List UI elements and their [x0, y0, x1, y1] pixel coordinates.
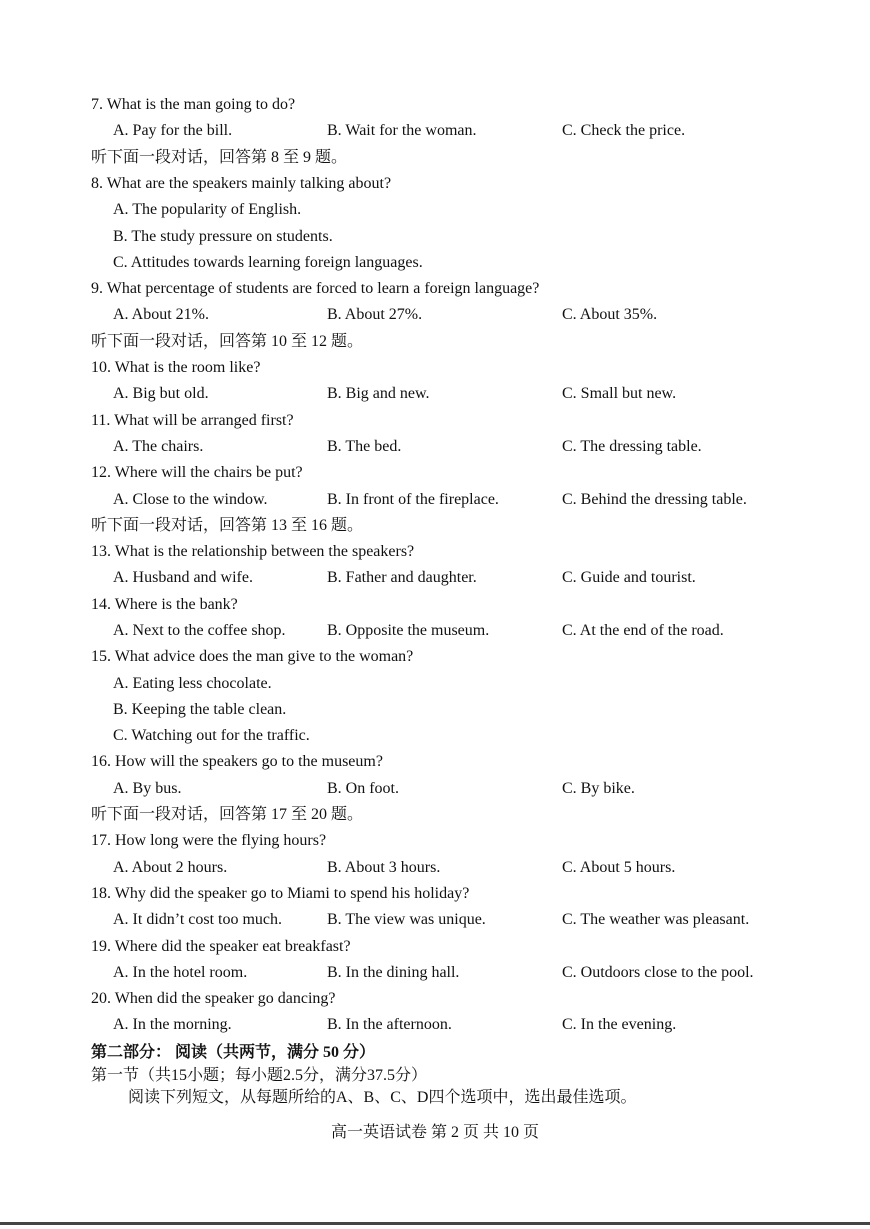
section-heading: 第一节（共15小题；每小题2.5分，满分37.5分） — [91, 1067, 428, 1084]
bottom-rule — [0, 1222, 870, 1225]
answer-option: B. Keeping the table clean. — [113, 701, 287, 718]
answer-option-a: A. The chairs. — [113, 438, 204, 455]
answer-option-c: C. At the end of the road. — [562, 622, 724, 639]
answer-option-c: C. Behind the dressing table. — [562, 491, 747, 508]
answer-option: C. Watching out for the traffic. — [113, 727, 310, 744]
answer-option-b: B. About 3 hours. — [327, 859, 441, 876]
answer-option-b: B. On foot. — [327, 780, 399, 797]
answer-option: B. The study pressure on students. — [113, 228, 333, 245]
answer-option-b: B. Father and daughter. — [327, 569, 477, 586]
question-stem: 14. Where is the bank? — [91, 596, 238, 613]
answer-option-a: A. Close to the window. — [113, 491, 268, 508]
answer-option-a: A. By bus. — [113, 780, 182, 797]
answer-option-a: A. Big but old. — [113, 385, 209, 402]
question-stem: 8. What are the speakers mainly talking about? — [91, 175, 392, 192]
answer-option-b: B. The bed. — [327, 438, 402, 455]
answer-option-a: A. About 21%. — [113, 306, 209, 323]
answer-option-a: A. In the hotel room. — [113, 964, 248, 981]
answer-option: A. Eating less chocolate. — [113, 675, 272, 692]
answer-option-c: C. Outdoors close to the pool. — [562, 964, 754, 981]
answer-option-b: B. Opposite the museum. — [327, 622, 490, 639]
question-stem: 20. When did the speaker go dancing? — [91, 990, 336, 1007]
answer-option-c: C. Check the price. — [562, 122, 686, 139]
answer-option-c: C. Small but new. — [562, 385, 677, 402]
listening-instruction: 听下面一段对话，回答第 17 至 20 题。 — [91, 806, 364, 823]
question-stem: 12. Where will the chairs be put? — [91, 464, 303, 481]
answer-option-a: A. About 2 hours. — [113, 859, 228, 876]
answer-option-c: C. By bike. — [562, 780, 635, 797]
answer-option-a: A. Husband and wife. — [113, 569, 253, 586]
answer-option-b: B. In the afternoon. — [327, 1016, 452, 1033]
answer-option-a: A. It didn’t cost too much. — [113, 911, 283, 928]
answer-option-b: B. Wait for the woman. — [327, 122, 477, 139]
listening-instruction: 听下面一段对话，回答第 8 至 9 题。 — [91, 149, 348, 166]
question-stem: 16. How will the speakers go to the museum? — [91, 753, 383, 770]
listening-instruction: 听下面一段对话，回答第 10 至 12 题。 — [91, 333, 364, 350]
question-stem: 13. What is the relationship between the speakers? — [91, 543, 415, 560]
answer-option-b: B. Big and new. — [327, 385, 430, 402]
question-stem: 11. What will be arranged first? — [91, 412, 294, 429]
section-instruction: 阅读下列短文，从每题所给的A、B、C、D四个选项中，选出最佳选项。 — [128, 1089, 637, 1106]
answer-option-c: C. About 5 hours. — [562, 859, 676, 876]
page-footer: 高一英语试卷 第 2 页 共 10 页 — [330, 1124, 539, 1141]
answer-option-c: C. In the evening. — [562, 1016, 677, 1033]
answer-option-b: B. About 27%. — [327, 306, 423, 323]
answer-option-c: C. About 35%. — [562, 306, 658, 323]
answer-option-c: C. The weather was pleasant. — [562, 911, 750, 928]
question-stem: 9. What percentage of students are forced to learn a foreign language? — [91, 280, 540, 297]
question-stem: 19. Where did the speaker eat breakfast? — [91, 938, 351, 955]
answer-option-a: A. Next to the coffee shop. — [113, 622, 286, 639]
answer-option-b: B. In front of the fireplace. — [327, 491, 499, 508]
part-heading: 第二部分： 阅读（共两节，满分 50 分） — [91, 1044, 376, 1061]
answer-option-a: A. Pay for the bill. — [113, 122, 233, 139]
answer-option: A. The popularity of English. — [113, 201, 302, 218]
answer-option-b: B. In the dining hall. — [327, 964, 460, 981]
answer-option-c: C. Guide and tourist. — [562, 569, 696, 586]
question-stem: 7. What is the man going to do? — [91, 96, 296, 113]
answer-option: C. Attitudes towards learning foreign languages. — [113, 254, 423, 271]
listening-instruction: 听下面一段对话，回答第 13 至 16 题。 — [91, 517, 364, 534]
question-stem: 15. What advice does the man give to the woman? — [91, 648, 414, 665]
question-stem: 18. Why did the speaker go to Miami to spend his holiday? — [91, 885, 470, 902]
question-stem: 10. What is the room like? — [91, 359, 261, 376]
answer-option-b: B. The view was unique. — [327, 911, 486, 928]
question-stem: 17. How long were the flying hours? — [91, 832, 327, 849]
answer-option-a: A. In the morning. — [113, 1016, 232, 1033]
answer-option-c: C. The dressing table. — [562, 438, 702, 455]
